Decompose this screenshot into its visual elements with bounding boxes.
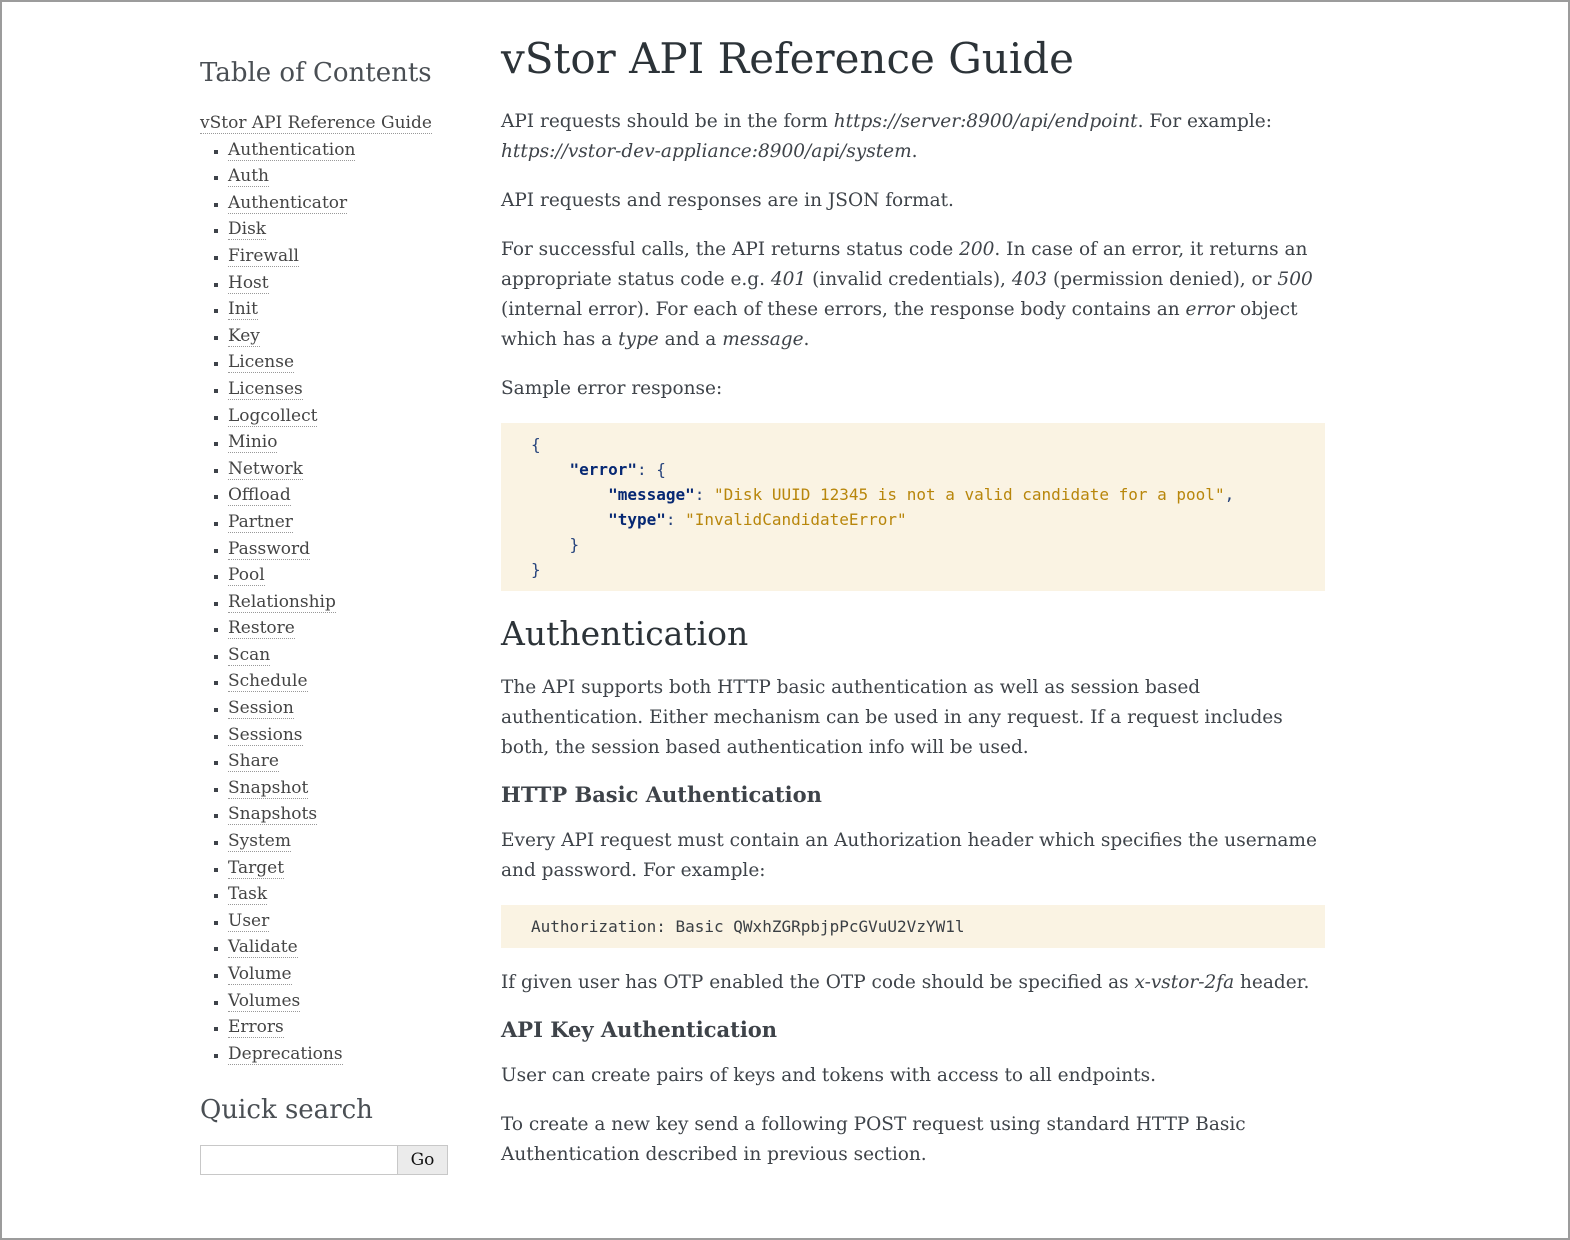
sample-error-label: Sample error response: [501, 378, 723, 399]
subheading-api-key-auth: API Key Authentication [501, 1017, 778, 1042]
toc-item [228, 828, 452, 855]
toc-link[interactable]: User [228, 910, 270, 931]
toc-root-link[interactable]: vStor API Reference Guide [200, 113, 432, 133]
toc-item [228, 429, 452, 456]
toc-link[interactable]: Schedule [228, 671, 308, 692]
toc-link[interactable]: Volumes [228, 990, 301, 1011]
toc-link[interactable]: Errors [228, 1017, 284, 1038]
toc-link[interactable]: Validate [228, 937, 298, 958]
toc-link[interactable]: Authentication [228, 139, 356, 160]
toc-item [228, 349, 452, 376]
toc-link[interactable]: Sessions [228, 724, 303, 745]
toc-item [228, 1041, 452, 1068]
search-form [200, 1145, 452, 1175]
section-heading-authentication: Authentication [501, 614, 749, 653]
toc-link[interactable]: Partner [228, 511, 293, 532]
toc-link[interactable]: Password [228, 538, 311, 559]
toc-item [228, 988, 452, 1015]
toc-item [228, 509, 452, 536]
sidebar [200, 2, 452, 1175]
toc-link[interactable]: Licenses [228, 378, 303, 399]
toc-item [228, 1014, 452, 1041]
toc-item [228, 323, 452, 350]
toc-item [228, 243, 452, 270]
toc-item [228, 482, 452, 509]
toc-item [228, 296, 452, 323]
toc-link[interactable]: Key [228, 325, 260, 346]
toc-link[interactable]: System [228, 831, 291, 852]
search-input[interactable] [200, 1145, 398, 1175]
error-response-code: { "error": { "message": "Disk UUID 12345 is not a valid candidate for a pool", "type": "InvalidCandidateError" } } [531, 435, 1235, 579]
toc-item [228, 137, 452, 164]
authentication-intro-paragraph: The API supports both HTTP basic authentication as well as session based authentication. Either mechanism can be used in any request. If a request includes both, the session based authentication info will be used. [501, 677, 1283, 758]
page-layout [2, 2, 1568, 1189]
toc-link[interactable]: License [228, 352, 295, 373]
authorization-code: Authorization: Basic QWxhZGRpbjpPcGVuU2VzYW1l [531, 917, 965, 936]
authorization-header-paragraph: Every API request must contain an Authorization header which specifies the username and password. For example: [501, 830, 1317, 881]
intro-paragraph: API requests should be in the form https://server:8900/api/endpoint. For example: https://vstor-dev-appliance:8900/api/system. [501, 111, 1272, 162]
toc-link[interactable]: Snapshots [228, 804, 318, 825]
toc-sublist [200, 137, 452, 1068]
toc-link[interactable]: Pool [228, 565, 265, 586]
toc-item [228, 748, 452, 775]
toc-link[interactable]: Minio [228, 432, 278, 453]
toc-item [228, 881, 452, 908]
search-go-button[interactable]: Go [397, 1145, 448, 1175]
toc-item [228, 456, 452, 483]
otp-paragraph: If given user has OTP enabled the OTP code should be specified as x-vstor-2fa header. [501, 972, 1310, 993]
toc-link[interactable]: Init [228, 299, 258, 320]
page-title: vStor API Reference Guide [501, 34, 1074, 83]
toc-item [228, 163, 452, 190]
toc-item [228, 775, 452, 802]
toc-item [228, 722, 452, 749]
table-of-contents [200, 110, 452, 1067]
toc-link[interactable]: Logcollect [228, 405, 318, 426]
toc-link[interactable]: Relationship [228, 591, 336, 612]
toc-link[interactable]: Target [228, 857, 285, 878]
toc-heading: Table of Contents [200, 58, 432, 88]
toc-item [228, 855, 452, 882]
toc-root-item [200, 110, 452, 1067]
toc-link[interactable]: Restore [228, 618, 295, 639]
toc-link[interactable]: Share [228, 751, 279, 772]
toc-link[interactable]: Scan [228, 644, 271, 665]
authorization-codeblock [501, 905, 1325, 948]
toc-item [228, 403, 452, 430]
toc-link[interactable]: Task [228, 884, 268, 905]
toc-link[interactable]: Snapshot [228, 777, 309, 798]
toc-link[interactable]: Firewall [228, 245, 299, 266]
toc-item [228, 376, 452, 403]
toc-item [228, 589, 452, 616]
toc-item [228, 536, 452, 563]
toc-item [228, 668, 452, 695]
main-content [501, 2, 1325, 1189]
json-format-paragraph: API requests and responses are in JSON format. [501, 190, 954, 211]
toc-item [228, 190, 452, 217]
toc-link[interactable]: Disk [228, 219, 267, 240]
create-key-paragraph: To create a new key send a following POST request using standard HTTP Basic Authentication described in previous section. [501, 1114, 1246, 1165]
toc-item [228, 801, 452, 828]
subheading-http-basic-auth: HTTP Basic Authentication [501, 782, 822, 807]
toc-link[interactable]: Deprecations [228, 1043, 343, 1064]
toc-item [228, 961, 452, 988]
toc-link[interactable]: Auth [228, 166, 270, 187]
status-codes-paragraph: For successful calls, the API returns status code 200. In case of an error, it returns an appropriate status code e.g. 401 (invalid credentials), 403 (permission denied), or 500 (internal error). For each of these errors, the response body contains an error object which has a type and a message. [501, 239, 1313, 350]
error-response-codeblock [501, 423, 1325, 591]
toc-item [228, 216, 452, 243]
toc-item [228, 908, 452, 935]
toc-link[interactable]: Volume [228, 964, 292, 984]
toc-item [228, 642, 452, 669]
toc-link[interactable]: Host [228, 272, 269, 293]
api-key-intro-paragraph: User can create pairs of keys and tokens with access to all endpoints. [501, 1065, 1157, 1086]
toc-link[interactable]: Session [228, 698, 294, 719]
toc-item [228, 695, 452, 722]
quick-search-heading: Quick search [200, 1095, 373, 1126]
toc-item [228, 934, 452, 961]
toc-item [228, 562, 452, 589]
toc-root-list [200, 110, 452, 1067]
toc-item [228, 270, 452, 297]
toc-link[interactable]: Authenticator [228, 192, 348, 213]
toc-link[interactable]: Offload [228, 485, 291, 506]
toc-item [228, 615, 452, 642]
toc-link[interactable]: Network [228, 458, 303, 479]
